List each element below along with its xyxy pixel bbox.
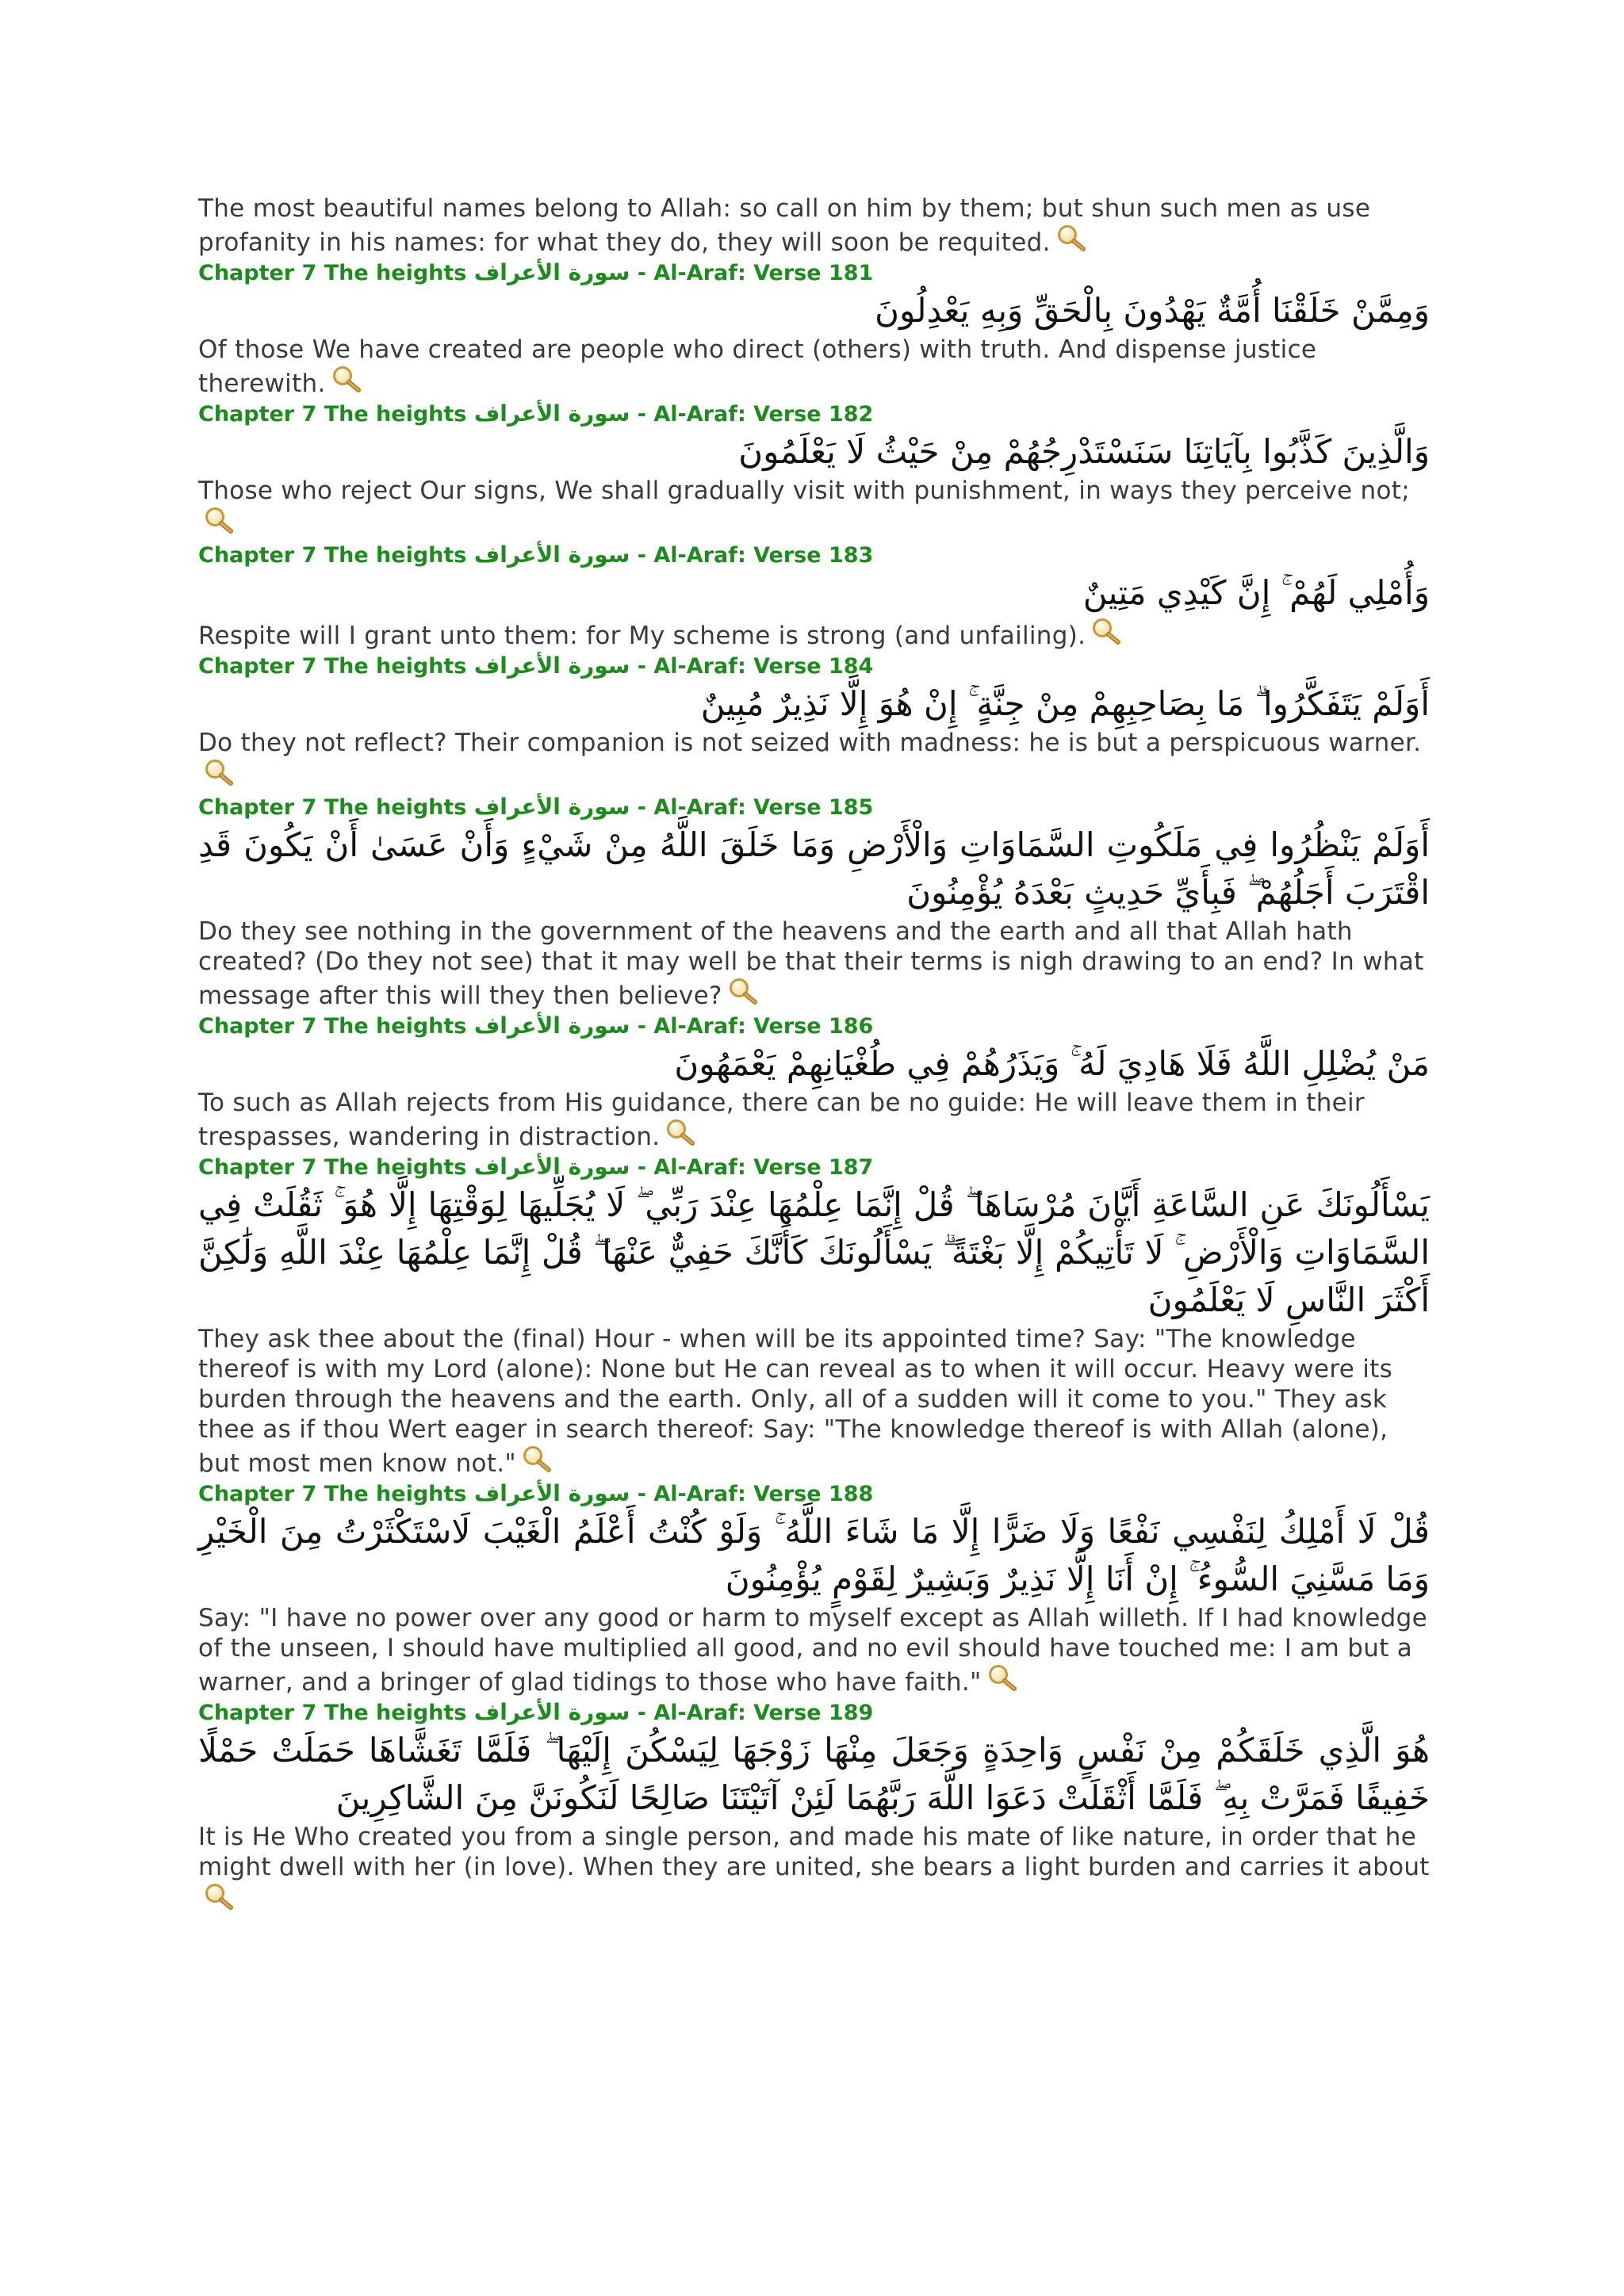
chapter-label: Chapter 7 The heights [198, 795, 467, 820]
magnifier-icon[interactable] [665, 1118, 696, 1146]
verse-number: 186 [828, 1014, 874, 1039]
verse-number: 188 [828, 1482, 874, 1506]
magnifier-icon[interactable] [1055, 224, 1087, 252]
verse-arabic-text: هُوَ الَّذِي خَلَقَكُمْ مِنْ نَفْسٍ وَاحِدَةٍ وَجَعَلَ مِنْهَا زَوْجَهَا لِيَسْكُنَ إِلَيْهَا ۖ فَلَمَّا تَغَشَّاهَا حَمَلَتْ حَمْلًا خَفِيفًا فَمَرَّتْ بِهِ ۖ فَلَمَّا أَثْقَلَتْ دَعَوَا اللَّهَ رَبَّهُمَا لَئِنْ آتَيْتَنَا صَالِحًا لَنَكُونَنَّ مِنَ الشَّاكِرِينَ [198, 1731, 1430, 1817]
verse-translation-text: They ask thee about the (final) Hour - when will be its appointed time? Say: "The knowledge thereof is with my Lord (alone): None but He can reveal as to when it will occur. Heavy were its burden through the heavens and the earth. Only, all of a sudden will it come to you." They ask thee as if thou Wert eager in search thereof: Say: "The knowledge thereof is with Allah (alone), but most men know not." [198, 1325, 1393, 1478]
chapter-label: Chapter 7 The heights [198, 1701, 467, 1725]
verse-arabic-text: يَسْأَلُونَكَ عَنِ السَّاعَةِ أَيَّانَ مُرْسَاهَا ۖ قُلْ إِنَّمَا عِلْمُهَا عِنْدَ رَبِّي ۖ لَا يُجَلِّيهَا لِوَقْتِهَا إِلَّا هُوَ ۚ ثَقُلَتْ فِي السَّمَاوَاتِ وَالْأَرْضِ ۚ لَا تَأْتِيكُمْ إِلَّا بَغْتَةً ۗ يَسْأَلُونَكَ كَأَنَّكَ حَفِيٌّ عَنْهَا ۖ قُلْ إِنَّمَا عِلْمُهَا عِنْدَ اللَّهِ وَلَٰكِنَّ أَكْثَرَ النَّاسِ لَا يَعْلَمُونَ [198, 1185, 1431, 1319]
heading-separator: - [630, 261, 654, 285]
verse-number: 184 [828, 654, 874, 679]
verse-arabic-text: وَمِمَّنْ خَلَقْنَا أُمَّةٌ يَهْدُونَ بِالْحَقِّ وَبِهِ يَعْدِلُونَ [875, 291, 1430, 330]
verse-translation [198, 1088, 1430, 1152]
chapter-label: Chapter 7 The heights [198, 1482, 467, 1506]
magnifier-icon[interactable] [986, 1663, 1018, 1692]
verse-heading[interactable] [198, 1012, 1430, 1040]
surah-arabic-name: سورة الأعراف [473, 259, 630, 285]
verse-translation [198, 1822, 1430, 1916]
verse-arabic-text: وَأُمْلِي لَهُمْ ۚ إِنَّ كَيْدِي مَتِينٌ [1082, 573, 1430, 612]
verse-translation [198, 728, 1430, 792]
verse-heading[interactable] [198, 1699, 1430, 1727]
chapter-label: Chapter 7 The heights [198, 654, 467, 679]
verse-number: 187 [828, 1155, 874, 1180]
verse-translation: The most beautiful names belong to Allah: so call on him by them; but shun such men as use profanity in his names: for what they do, they will soon be requited. [198, 194, 1371, 257]
chapter-label: Chapter 7 The heights [198, 543, 467, 568]
heading-separator: - [630, 402, 654, 427]
surah-arabic-name: سورة الأعراف [473, 400, 630, 427]
surah-arabic-name: سورة الأعراف [473, 652, 630, 679]
verse-block [198, 1012, 1430, 1152]
magnifier-icon[interactable] [331, 365, 362, 393]
verse-number: 182 [828, 402, 874, 427]
heading-separator: - [630, 1701, 654, 1725]
magnifier-icon[interactable] [1090, 617, 1122, 645]
verse-translation [198, 916, 1430, 1011]
surah-arabic-name: سورة الأعراف [473, 1154, 630, 1180]
verse-arabic-text: أَوَلَمْ يَنْظُرُوا فِي مَلَكُوتِ السَّمَاوَاتِ وَالْأَرْضِ وَمَا خَلَقَ اللَّهُ مِنْ شَيْءٍ وَأَنْ عَسَىٰ أَنْ يَكُونَ قَدِ اقْتَرَبَ أَجَلُهُمْ ۖ فَبِأَيِّ حَدِيثٍ بَعْدَهُ يُؤْمِنُونَ [198, 825, 1430, 912]
verse-heading[interactable] [198, 259, 1430, 287]
surah-arabic-name: سورة الأعراف [473, 1480, 630, 1506]
surah-arabic-name: سورة الأعراف [473, 794, 630, 820]
verse-heading[interactable] [198, 652, 1430, 680]
verse-block [198, 541, 1430, 651]
magnifier-icon[interactable] [203, 758, 235, 786]
verse-block [198, 652, 1430, 792]
heading-separator: - [630, 543, 654, 568]
verse-block [198, 794, 1430, 1011]
verse-translation-text: Those who reject Our signs, We shall gradually visit with punishment, in ways they perceive not; [198, 476, 1410, 505]
surah-latin-name: Al-Araf: Verse [653, 543, 822, 568]
verse-heading[interactable] [198, 1480, 1430, 1508]
verse-number: 183 [828, 543, 874, 568]
surah-arabic-name: سورة الأعراف [473, 1699, 630, 1725]
verse-translation-text: It is He Who created you from a single person, and made his mate of like nature, in order that he might dwell with her (in love). When they are united, she bears a light burden and carries it about [198, 1823, 1430, 1881]
verse-translation-text: Respite will I grant unto them: for My scheme is strong (and unfailing). [198, 622, 1086, 650]
heading-separator: - [630, 1014, 654, 1039]
surah-latin-name: Al-Araf: Verse [653, 1482, 822, 1506]
surah-latin-name: Al-Araf: Verse [653, 1155, 822, 1180]
surah-latin-name: Al-Araf: Verse [653, 1014, 822, 1039]
verse-heading[interactable] [198, 541, 1430, 569]
verse-arabic-text: مَنْ يُضْلِلِ اللَّهُ فَلَا هَادِيَ لَهُ ۚ وَيَذَرُهُمْ فِي طُغْيَانِهِمْ يَعْمَهُونَ [674, 1044, 1430, 1083]
surah-latin-name: Al-Araf: Verse [653, 654, 822, 679]
surah-latin-name: Al-Araf: Verse [653, 261, 822, 285]
chapter-label: Chapter 7 The heights [198, 1014, 467, 1039]
heading-separator: - [630, 654, 654, 679]
verse-translation-text: Of those We have created are people who direct (others) with truth. And dispense justice therewith. [198, 335, 1317, 398]
verse-block [198, 400, 1430, 540]
surah-arabic-name: سورة الأعراف [473, 541, 630, 568]
magnifier-icon[interactable] [203, 506, 235, 534]
heading-separator: - [630, 795, 654, 820]
magnifier-icon[interactable] [727, 977, 759, 1005]
verse-translation-text: Say: "I have no power over any good or harm to myself except as Allah willeth. If I had knowledge of the unseen, I should have multiplied all good, and no evil should have touched me: I am but a warner, and a bringer of glad tidings to those who have faith." [198, 1604, 1427, 1697]
verse-translation [198, 476, 1430, 540]
verse-arabic-text: وَالَّذِينَ كَذَّبُوا بِآيَاتِنَا سَنَسْتَدْرِجُهُمْ مِنْ حَيْثُ لَا يَعْلَمُونَ [738, 432, 1430, 471]
verse-arabic-text: قُلْ لَا أَمْلِكُ لِنَفْسِي نَفْعًا وَلَا ضَرًّا إِلَّا مَا شَاءَ اللَّهُ ۚ وَلَوْ كُنْتُ أَعْلَمُ الْغَيْبَ لَاسْتَكْثَرْتُ مِنَ الْخَيْرِ وَمَا مَسَّنِيَ السُّوءُ ۚ إِنْ أَنَا إِلَّا نَذِيرٌ وَبَشِيرٌ لِقَوْمٍ يُؤْمِنُونَ [198, 1512, 1430, 1598]
verse-translation-text: Do they see nothing in the government of the heavens and the earth and all that Allah hath created? (Do they not see) that it may well be that their terms is nigh drawing to an end? In what message after this will they then believe? [198, 917, 1424, 1010]
verse-heading[interactable] [198, 794, 1430, 821]
verse-number: 185 [828, 795, 874, 820]
verse-translation-text: To such as Allah rejects from His guidance, there can be no guide: He will leave them in their trespasses, wandering in distraction. [198, 1089, 1365, 1151]
verse-block [198, 1154, 1430, 1479]
heading-separator: - [630, 1482, 654, 1506]
surah-arabic-name: سورة الأعراف [473, 1012, 630, 1039]
verse-translation-text: Do they not reflect? Their companion is not seized with madness: he is but a perspicuous warner. [198, 729, 1422, 757]
verse-translation [198, 335, 1430, 399]
verse-heading[interactable] [198, 1154, 1430, 1181]
magnifier-icon[interactable] [203, 1882, 235, 1911]
chapter-label: Chapter 7 The heights [198, 261, 467, 285]
verse-heading[interactable] [198, 400, 1430, 428]
verse-number: 181 [828, 261, 874, 285]
verse-block [198, 259, 1430, 399]
verse-translation [198, 1324, 1430, 1479]
heading-separator: - [630, 1155, 654, 1180]
verse-translation [198, 617, 1430, 651]
verse-translation [198, 1603, 1430, 1697]
verse-number: 189 [828, 1701, 874, 1725]
surah-latin-name: Al-Araf: Verse [653, 1701, 822, 1725]
verse-arabic-text: أَوَلَمْ يَتَفَكَّرُوا ۗ مَا بِصَاحِبِهِمْ مِنْ جِنَّةٍ ۚ إِنْ هُوَ إِلَّا نَذِيرٌ مُبِينٌ [700, 684, 1430, 723]
chapter-label: Chapter 7 The heights [198, 402, 467, 427]
verse-block [198, 1480, 1430, 1697]
chapter-label: Chapter 7 The heights [198, 1155, 467, 1180]
surah-latin-name: Al-Araf: Verse [653, 402, 822, 427]
surah-latin-name: Al-Araf: Verse [653, 795, 822, 820]
magnifier-icon[interactable] [521, 1445, 553, 1473]
verse-list [198, 259, 1430, 1916]
verse-block [198, 1699, 1430, 1916]
